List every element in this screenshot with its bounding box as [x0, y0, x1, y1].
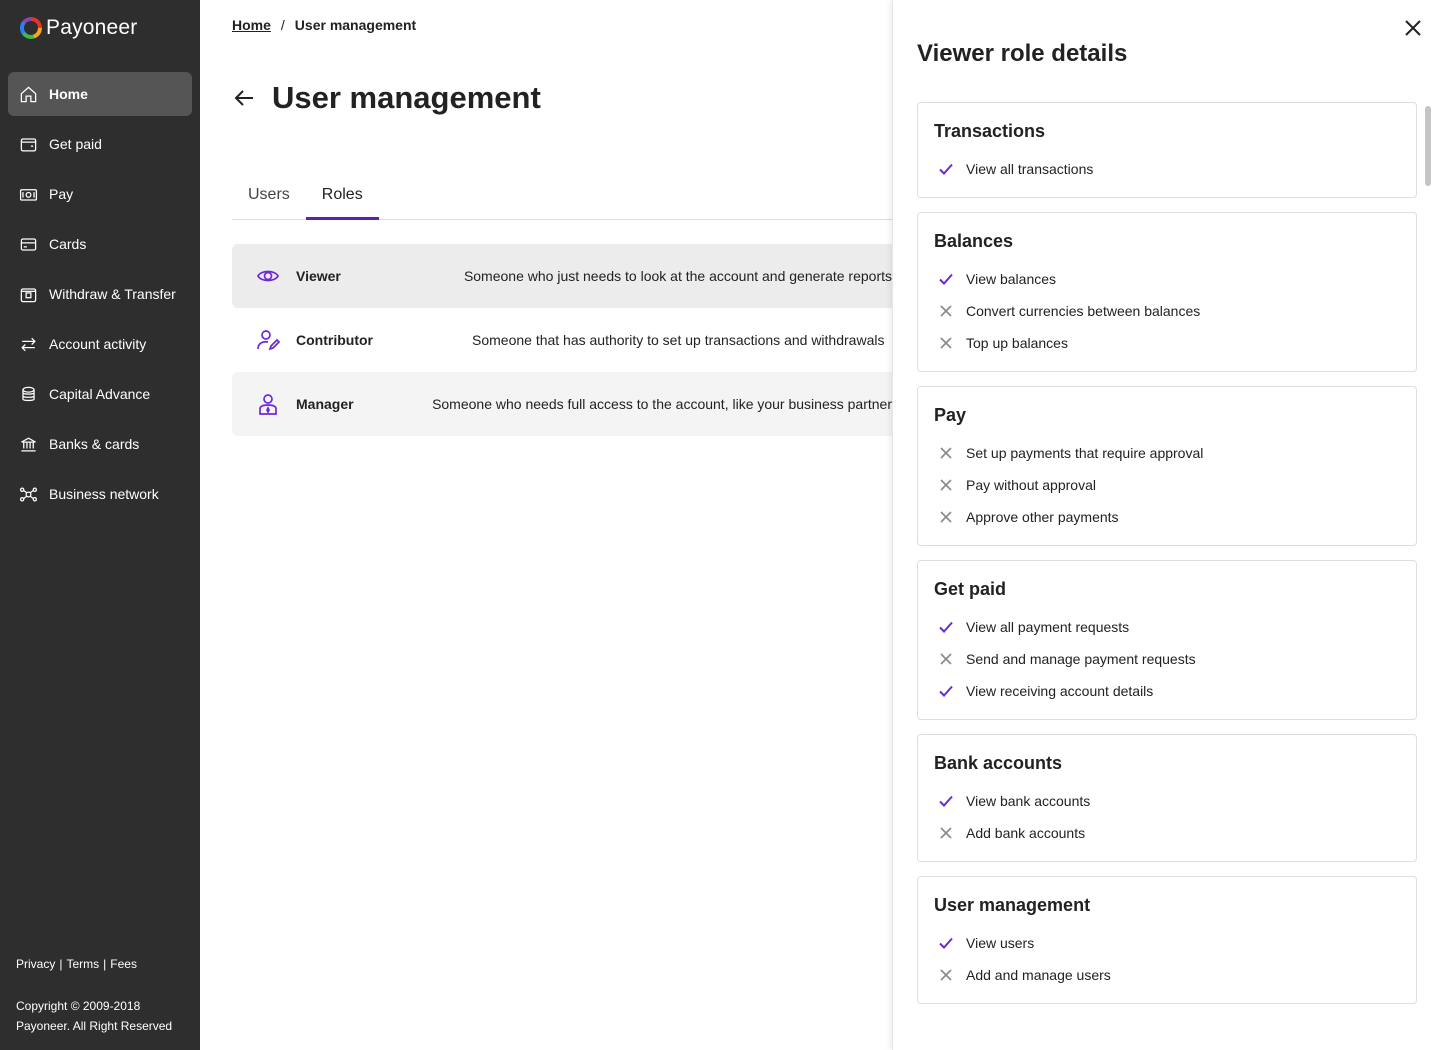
sidebar-item-label: Withdraw & Transfer	[49, 286, 176, 302]
cross-icon	[938, 651, 954, 667]
terms-link[interactable]: Terms	[66, 957, 100, 971]
breadcrumb-separator: /	[280, 17, 285, 33]
card-icon	[18, 234, 38, 254]
permission-label: Approve other payments	[966, 509, 1119, 525]
sidebar-item-account-activity[interactable]	[8, 322, 192, 366]
user-badge-icon	[256, 392, 280, 416]
privacy-link[interactable]: Privacy	[16, 957, 56, 971]
section-title: User management	[934, 895, 1091, 915]
role-description: Someone who just needs to look at the account and generate reports	[463, 268, 892, 284]
money-icon	[18, 184, 38, 204]
cross-icon	[938, 445, 954, 461]
sidebar-item-capital-advance[interactable]	[8, 372, 192, 416]
page-title: User management	[272, 80, 541, 115]
role-description: Someone that has authority to set up transactions and withdrawals	[472, 332, 885, 348]
breadcrumb	[232, 17, 416, 33]
check-icon	[938, 619, 954, 635]
eye-icon	[256, 264, 280, 288]
section-title: Bank accounts	[934, 753, 1063, 773]
user-edit-icon	[256, 328, 280, 352]
sidebar-item-label: Capital Advance	[49, 386, 151, 402]
withdraw-icon	[18, 284, 38, 304]
sidebar-item-banks-cards[interactable]	[8, 422, 192, 466]
permission-label: View balances	[966, 271, 1057, 287]
logo-text: Payoneer	[46, 16, 138, 39]
cross-icon	[938, 335, 954, 351]
permission-section	[917, 876, 1417, 1004]
sidebar-item-withdraw-transfer[interactable]	[8, 272, 192, 316]
permission-section	[917, 102, 1417, 198]
permission-label: View users	[966, 935, 1035, 951]
cross-icon	[938, 509, 954, 525]
check-icon	[938, 683, 954, 699]
section-title: Transactions	[934, 121, 1046, 141]
permission-label: Pay without approval	[966, 477, 1096, 493]
sidebar-item-label: Banks & cards	[49, 436, 140, 452]
permission-item	[934, 501, 1400, 533]
fees-link[interactable]: Fees	[110, 957, 137, 971]
permission-item	[934, 263, 1400, 295]
sidebar-item-business-network[interactable]	[8, 472, 192, 516]
sidebar-item-label: Business network	[49, 486, 159, 502]
permission-item	[934, 327, 1400, 359]
permission-item	[934, 817, 1400, 849]
role-details-panel	[892, 0, 1440, 1050]
panel-scrollbar[interactable]	[1425, 106, 1431, 186]
permission-section	[917, 386, 1417, 546]
permission-label: Send and manage payment requests	[966, 651, 1196, 667]
sidebar-item-label: Pay	[49, 186, 74, 202]
role-row-manager[interactable]	[232, 372, 892, 436]
permission-item	[934, 153, 1400, 185]
network-icon	[18, 484, 38, 504]
check-icon	[938, 793, 954, 809]
sidebar-item-pay[interactable]	[8, 172, 192, 216]
bank-icon	[18, 434, 38, 454]
cross-icon	[938, 477, 954, 493]
sidebar-item-home[interactable]	[8, 72, 192, 116]
sidebar-item-get-paid[interactable]	[8, 122, 192, 166]
permission-label: Add and manage users	[966, 967, 1111, 983]
footer-separator: |	[103, 957, 107, 971]
role-row-contributor[interactable]	[232, 308, 892, 372]
wallet-icon	[18, 134, 38, 154]
role-name: Viewer	[296, 268, 341, 284]
permission-label: View bank accounts	[966, 793, 1091, 809]
permission-section	[917, 734, 1417, 862]
permission-item	[934, 611, 1400, 643]
permission-section	[917, 212, 1417, 372]
permission-item	[934, 785, 1400, 817]
permission-sections	[917, 102, 1417, 1018]
permission-item	[934, 437, 1400, 469]
sidebar-item-label: Cards	[49, 236, 87, 252]
breadcrumb-current: User management	[294, 17, 417, 33]
section-title: Balances	[934, 231, 1014, 251]
permission-item	[934, 643, 1400, 675]
permission-label: View receiving account details	[966, 683, 1154, 699]
sidebar-item-label: Get paid	[49, 136, 102, 152]
permission-label: Set up payments that require approval	[966, 445, 1204, 461]
coins-icon	[18, 384, 38, 404]
role-description: Someone who needs full access to the account, like your business partner	[432, 396, 892, 412]
permission-item	[934, 295, 1400, 327]
sidebar-item-label: Home	[49, 86, 88, 102]
panel-title: Viewer role details	[917, 40, 1128, 67]
copyright-text: Copyright © 2009-2018 Payoneer. All Right Reserved	[16, 999, 173, 1033]
main-content	[200, 0, 892, 1050]
section-title: Pay	[934, 405, 967, 425]
close-icon[interactable]	[1403, 18, 1423, 38]
permission-item	[934, 959, 1400, 991]
role-name: Manager	[296, 396, 354, 412]
home-icon	[18, 84, 38, 104]
permission-label: Add bank accounts	[966, 825, 1086, 841]
check-icon	[938, 271, 954, 287]
tab-users[interactable]: Users	[248, 186, 290, 203]
tab-bar	[232, 176, 892, 220]
sidebar-item-cards[interactable]	[8, 222, 192, 266]
permission-label: Top up balances	[966, 335, 1068, 351]
permission-item	[934, 675, 1400, 707]
role-row-viewer[interactable]	[232, 244, 892, 308]
role-name: Contributor	[296, 332, 373, 348]
back-arrow-icon[interactable]	[232, 86, 256, 110]
permission-label: Convert currencies between balances	[966, 303, 1201, 319]
cross-icon	[938, 825, 954, 841]
permission-item	[934, 469, 1400, 501]
sidebar-nav	[8, 72, 192, 522]
tab-roles[interactable]: Roles	[306, 176, 379, 220]
permission-label: View all payment requests	[966, 619, 1130, 635]
permission-item	[934, 927, 1400, 959]
payoneer-logo[interactable]	[20, 16, 138, 40]
footer-links	[16, 957, 137, 971]
roles-list	[232, 244, 892, 436]
footer-separator: |	[59, 957, 63, 971]
section-title: Get paid	[934, 579, 1007, 599]
sidebar-item-label: Account activity	[49, 336, 147, 352]
sidebar	[0, 0, 200, 1050]
permission-section	[917, 560, 1417, 720]
breadcrumb-home-link[interactable]: Home	[232, 17, 271, 33]
cross-icon	[938, 967, 954, 983]
check-icon	[938, 161, 954, 177]
transfer-arrows-icon	[18, 334, 38, 354]
check-icon	[938, 935, 954, 951]
cross-icon	[938, 303, 954, 319]
page-header	[232, 80, 541, 116]
permission-label: View all transactions	[966, 161, 1094, 177]
logo-ring-icon	[20, 17, 42, 39]
